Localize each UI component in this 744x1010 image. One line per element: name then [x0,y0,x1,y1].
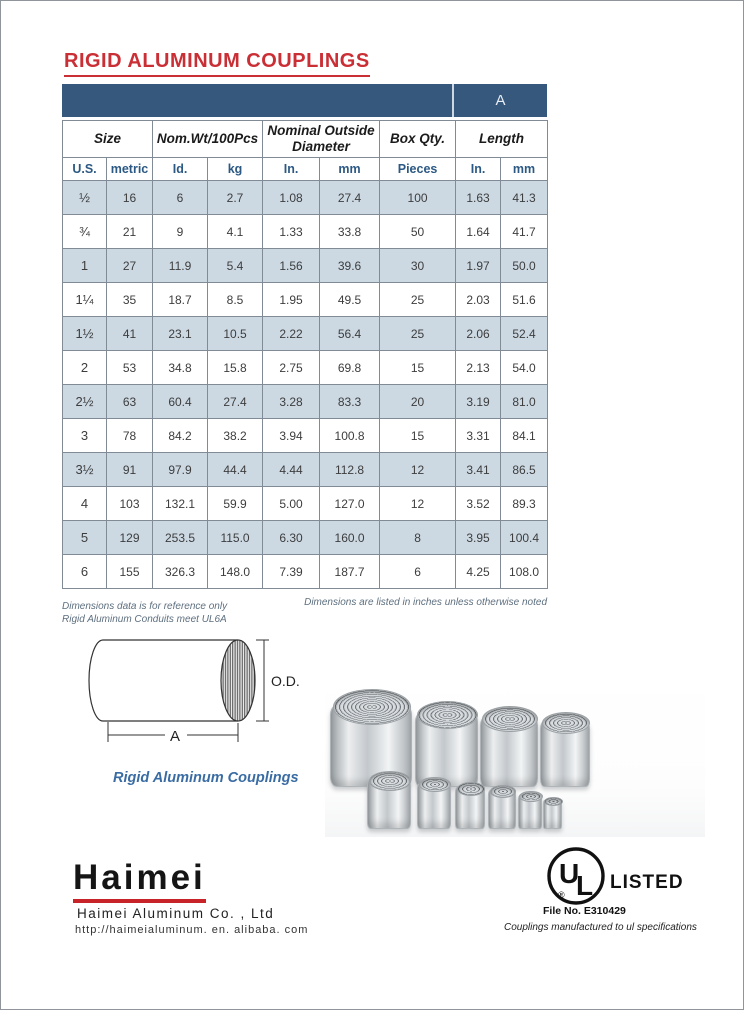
table-cell: 103 [107,487,153,521]
table-cell: 27.4 [208,385,263,419]
table-cell: 38.2 [208,419,263,453]
table-cell: 5 [63,521,107,555]
table-cell: 51.6 [501,283,548,317]
subheader-cell: kg [208,158,263,181]
table-body [63,181,548,589]
table-cell: 5.4 [208,249,263,283]
table-cell: 6 [63,555,107,589]
table-cell: 78 [107,419,153,453]
table-row [63,521,548,555]
table-cell: ¾ [63,215,107,249]
coupling-photo-item [518,795,542,829]
table-cell: 2.13 [456,351,501,385]
table-row [63,351,548,385]
table-cell: 3.28 [263,385,320,419]
table-cell: 84.1 [501,419,548,453]
table-cell: 127.0 [320,487,380,521]
table-cell: 148.0 [208,555,263,589]
table-cell: 1.95 [263,283,320,317]
table-cell: 27.4 [320,181,380,215]
table-cell: 89.3 [501,487,548,521]
table-cell: 253.5 [153,521,208,555]
spec-table [62,120,548,589]
table-cell: 1.08 [263,181,320,215]
table-cell: 18.7 [153,283,208,317]
table-cell: 84.2 [153,419,208,453]
coupling-opening [419,777,452,792]
table-cell: 6.30 [263,521,320,555]
table-cell: 21 [107,215,153,249]
table-cell: 83.3 [320,385,380,419]
footnote-left-line2: Rigid Aluminum Conduits meet UL6A [62,614,227,625]
company-logo: Haimei [73,858,206,897]
group-header-weight: Nom.Wt/100Pcs [153,121,263,158]
table-cell: 33.8 [320,215,380,249]
footnote-left-line1: Dimensions data is for reference only [62,601,228,612]
table-cell: 112.8 [320,453,380,487]
coupling-dimension-diagram [88,636,318,748]
table-cell: 129 [107,521,153,555]
group-header-box-qty: Box Qty. [380,121,456,158]
table-row [63,385,548,419]
coupling-photo-item [417,783,451,829]
table-cell: 100.8 [320,419,380,453]
coupling-opening [482,706,538,732]
table-cell: 4.1 [208,215,263,249]
table-cell: 3.19 [456,385,501,419]
table-cell: 86.5 [501,453,548,487]
table-cell: 3.52 [456,487,501,521]
ul-logo [545,845,609,909]
band-corner-label: A [495,92,506,109]
table-cell: 3.31 [456,419,501,453]
table-cell: 69.8 [320,351,380,385]
table-cell: 2.7 [208,181,263,215]
table-cell: 9 [153,215,208,249]
table-cell: 12 [380,453,456,487]
table-cell: 11.9 [153,249,208,283]
table-row [63,181,548,215]
cylinder-left-cap [89,640,103,721]
table-row [63,317,548,351]
table-cell: 56.4 [320,317,380,351]
group-header-length: Length [456,121,548,158]
table-cell: 81.0 [501,385,548,419]
coupling-photo-item [543,800,562,829]
table-cell: 91 [107,453,153,487]
table-cell: 4.44 [263,453,320,487]
page-title: RIGID ALUMINUM COUPLINGS [64,50,370,77]
table-cell: 6 [380,555,456,589]
table-cell: 160.0 [320,521,380,555]
group-header-row [63,121,548,158]
coupling-opening [417,701,478,729]
table-cell: 63 [107,385,153,419]
table-cell: 20 [380,385,456,419]
table-cell: 187.7 [320,555,380,589]
od-label: O.D. [271,673,300,689]
table-row [63,249,548,283]
table-cell: 1.97 [456,249,501,283]
coupling-photo-item [367,779,411,829]
coupling-photo-item [480,717,538,787]
table-cell: 41 [107,317,153,351]
subheader-cell: Pieces [380,158,456,181]
subheader-cell: Id. [153,158,208,181]
subheader-row [63,158,548,181]
table-cell: 60.4 [153,385,208,419]
footnote-right: Dimensions are listed in inches unless otherwise noted [304,597,547,608]
table-cell: 2 [63,351,107,385]
table-cell: 3 [63,419,107,453]
subheader-cell: In. [456,158,501,181]
coupling-opening [333,689,412,725]
coupling-opening [519,791,542,802]
table-cell: 2½ [63,385,107,419]
table-cell: 1½ [63,317,107,351]
table-cell: 3.94 [263,419,320,453]
group-header-outside-diameter: Nominal Outside Diameter [263,121,380,158]
table-cell: 7.39 [263,555,320,589]
table-cell: 3½ [63,453,107,487]
coupling-photo-item [455,787,485,829]
table-cell: 50 [380,215,456,249]
table-cell: 30 [380,249,456,283]
table-row [63,453,548,487]
registered-icon: ® [558,890,565,900]
table-cell: 155 [107,555,153,589]
group-header-size: Size [63,121,153,158]
table-cell: 2.75 [263,351,320,385]
table-row [63,487,548,521]
table-cell: 49.5 [320,283,380,317]
table-cell: 50.0 [501,249,548,283]
table-row [63,283,548,317]
table-cell: 25 [380,283,456,317]
table-cell: 2.22 [263,317,320,351]
table-cell: 10.5 [208,317,263,351]
table-cell: 6 [153,181,208,215]
coupling-photo-item [415,713,478,787]
subheader-cell: mm [320,158,380,181]
table-cell: 108.0 [501,555,548,589]
table-cell: 41.3 [501,181,548,215]
table-cell: 25 [380,317,456,351]
coupling-photo-item [540,721,590,787]
table-cell: 15 [380,419,456,453]
table-cell: 59.9 [208,487,263,521]
coupling-photo-item [488,790,516,829]
subheader-cell: metric [107,158,153,181]
table-cell: 27 [107,249,153,283]
table-cell: 53 [107,351,153,385]
coupling-opening [369,771,411,791]
table-cell: 12 [380,487,456,521]
table-row [63,419,548,453]
a-label: A [170,728,181,745]
table-cell: 15.8 [208,351,263,385]
table-cell: 1.56 [263,249,320,283]
table-cell: ½ [63,181,107,215]
table-cell: 4 [63,487,107,521]
table-header-band [62,84,547,117]
ul-specifications-note: Couplings manufactured to ul specifications [504,922,697,933]
coupling-opening [490,785,517,798]
product-photo [325,672,705,837]
company-name: Haimei Aluminum Co. , Ltd [77,906,275,921]
table-cell: 8.5 [208,283,263,317]
footnote-left [62,600,227,626]
table-cell: 132.1 [153,487,208,521]
table-cell: 44.4 [208,453,263,487]
ul-listed-text: LISTED [610,872,684,893]
table-cell: 39.6 [320,249,380,283]
table-cell: 1.33 [263,215,320,249]
table-cell: 4.25 [456,555,501,589]
table-cell: 54.0 [501,351,548,385]
table-cell: 115.0 [208,521,263,555]
table-cell: 326.3 [153,555,208,589]
table-row [63,555,548,589]
table-cell: 3.95 [456,521,501,555]
ul-letter-u: U [559,858,580,889]
table-cell: 15 [380,351,456,385]
table-cell: 8 [380,521,456,555]
coupling-opening [457,782,486,796]
spec-table-wrapper [62,120,547,589]
threaded-face [221,640,255,721]
table-cell: 97.9 [153,453,208,487]
subheader-cell: In. [263,158,320,181]
table-cell: 41.7 [501,215,548,249]
table-cell: 1 [63,249,107,283]
diagram-caption: Rigid Aluminum Couplings [113,770,299,786]
table-cell: 52.4 [501,317,548,351]
coupling-opening [542,712,590,734]
table-cell: 5.00 [263,487,320,521]
table-cell: 23.1 [153,317,208,351]
table-cell: 2.03 [456,283,501,317]
table-cell: 100 [380,181,456,215]
table-cell: 1.64 [456,215,501,249]
subheader-cell: mm [501,158,548,181]
table-cell: 100.4 [501,521,548,555]
company-website: http://haimeialuminum. en. alibaba. com [75,924,309,936]
ul-file-number: File No. E310429 [543,905,626,917]
table-row [63,215,548,249]
ul-letter-l: L [576,870,594,901]
table-cell: 34.8 [153,351,208,385]
table-cell: 16 [107,181,153,215]
table-cell: 3.41 [456,453,501,487]
subheader-cell: U.S. [63,158,107,181]
coupling-opening [544,797,562,806]
table-cell: 1¼ [63,283,107,317]
table-cell: 1.63 [456,181,501,215]
table-cell: 2.06 [456,317,501,351]
logo-red-bar [73,899,206,903]
table-cell: 35 [107,283,153,317]
